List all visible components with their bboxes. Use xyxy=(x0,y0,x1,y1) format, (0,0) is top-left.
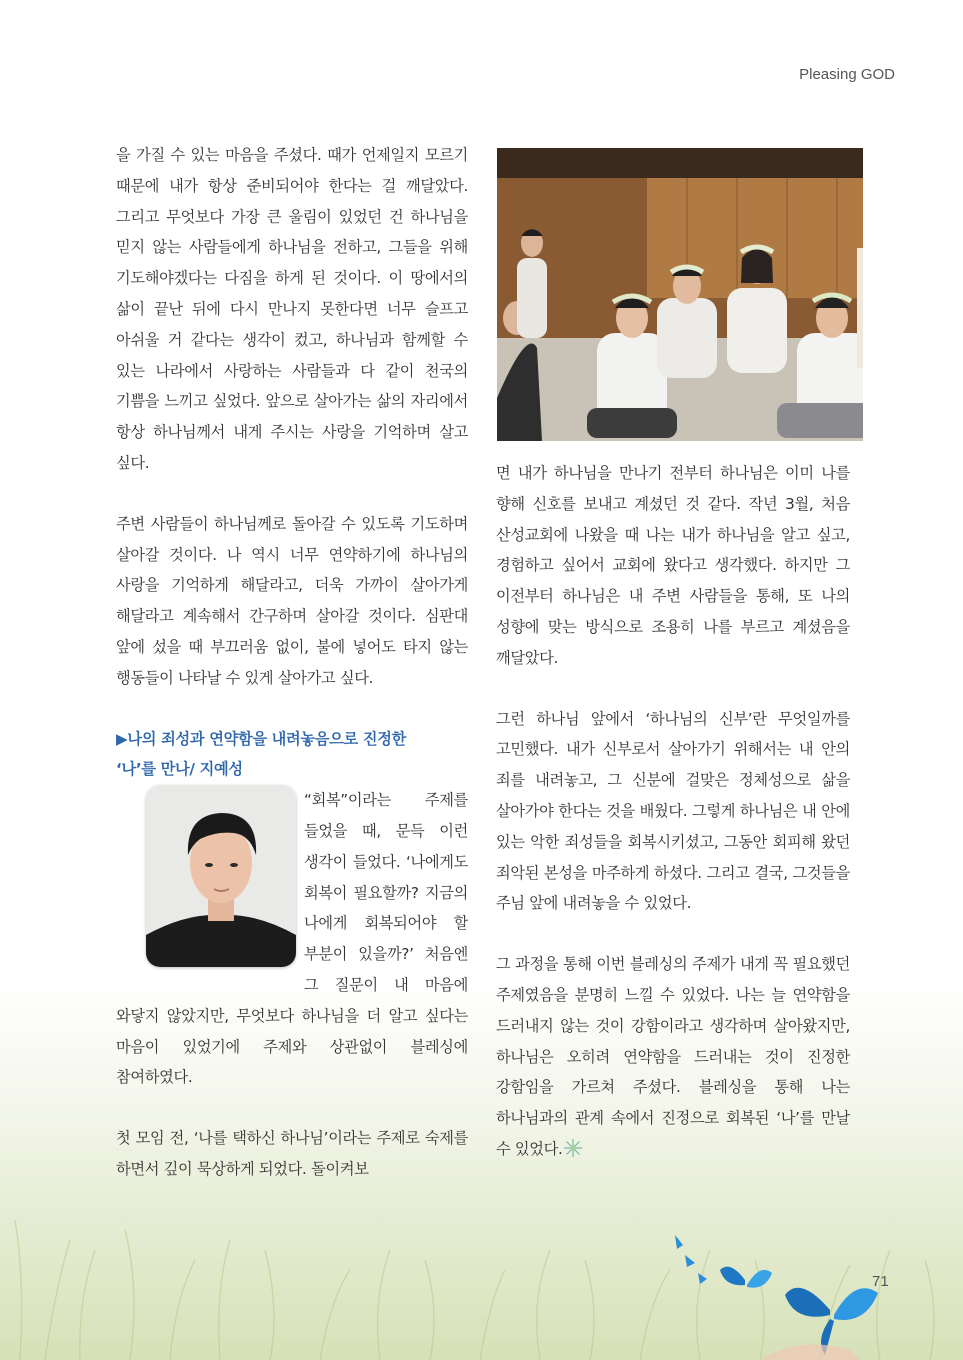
group-photo-flower-crowns xyxy=(497,148,863,441)
right-paragraph-1: 면 내가 하나님을 만나기 전부터 하나님은 이미 나를 향해 신호를 보내고 계셨던 것 같다. 작년 3월, 처음 산성교회에 나왔을 때 나는 내가 하나님을 알고 싶고, 경험하고 싶어서 교회에 왔다고 생각했다. 하지만 그 이전부터 하나님은 내 주변 사람들을 통해, 또 나의 성향에 맞는 방식으로 조용히 나를 부르고 계셨음을 깨달았다. xyxy=(496,464,850,667)
running-header: Pleasing GOD xyxy=(799,66,895,83)
author-portrait-photo xyxy=(146,785,296,967)
butterflies-decoration xyxy=(650,1215,900,1360)
left-paragraph-1: 을 가질 수 있는 마음을 주셨다. 때가 언제일지 모르기 때문에 내가 항상 준비되어야 한다는 걸 깨달았다. 그리고 무엇보다 가장 큰 울림이 있었던 건 하나님을 믿지 않는 사람들에게 하나님을 전하고, 그들을 위해 기도해야겠다는 다짐을 하게 된 것이다. 이 땅에서의 삶이 끝난 뒤에 다시 만나지 못한다면 너무 슬프고 아쉬울 거 같다는 생각이 컸고, 하나님과 함께할 수 있는 나라에서 사랑하는 사람들과 다 같이 천국의 기쁨을 느끼고 싶었다. 앞으로 살아가는 삶의 자리에서 항상 하나님께서 내게 주시는 사랑을 기억하며 살고 싶다. xyxy=(116,146,468,472)
left-paragraph-3: “회복”이라는 주제를 들었을 때, 문득 이런 생각이 들었다. ‘나에게도 회복이 필요할까? 지금의 나에게 회복되어야 할 부분이 있을까?’ 처음엔 그 질문이 내 마음에 와닿지 않았지만, 무엇보다 하나님을 더 알고 싶다는 마음이 있었기에 주제와 상관없이 블레싱에 참여하였다. xyxy=(116,791,468,1087)
right-paragraph-3-wrapper xyxy=(496,949,850,1165)
section-subheading-line-2: ‘나’를 만나/ 지예성 xyxy=(116,760,243,779)
page-number: 71 xyxy=(872,1273,889,1290)
right-paragraph-2: 그런 하나님 앞에서 ‘하나님의 신부’란 무엇일까를 고민했다. 내가 신부로서 살아가기 위해서는 내 안의 죄를 내려놓고, 그 신분에 걸맞은 정체성으로 삶을 살아가야 한다는 것을 배웠다. 그렇게 하나님은 내 안에 있는 악한 죄성들을 회복시키셨고, 그동안 회피해 왔던 죄악된 본성을 마주하게 하셨다. 그리고 결국, 그것들을 주님 앞에 내려놓을 수 있었다. xyxy=(496,709,850,913)
section-subheading-line-1: ▶나의 죄성과 연약함을 내려놓음으로 진정한 xyxy=(116,729,407,748)
left-paragraph-2: 주변 사람들이 하나님께로 돌아갈 수 있도록 기도하며 살아갈 것이다. 나 역시 너무 연약하기에 하나님의 사랑을 기억하게 해달라고, 더욱 가까이 살아가게 해달라고 계속해서 간구하며 살아갈 것이다. 심판대 앞에 섰을 때 부끄러움 없이, 불에 넣어도 타지 않는 행동들이 나타날 수 있게 살아가고 싶다. xyxy=(116,514,468,687)
right-paragraph-3: 그 과정을 통해 이번 블레싱의 주제가 내게 꼭 필요했던 주제였음을 분명히 느낄 수 있었다. 나는 늘 연약함을 드러내지 않는 것이 강함이라고 생각하며 살아왔지만, 하나님은 오히려 연약함을 드러내는 것이 진정한 강함임을 가르쳐 주셨다. 블레싱을 통해 나는 하나님과의 관계 속에서 진정으로 회복된 ‘나’를 만날 수 있었다. xyxy=(496,955,850,1158)
left-column xyxy=(116,140,468,1185)
left-paragraph-4: 첫 모임 전, ‘나를 택하신 하나님’이라는 주제로 숙제를 하면서 깊이 묵상하게 되었다. 돌이켜보 xyxy=(116,1129,468,1178)
sparkle-end-mark-icon xyxy=(563,1138,583,1158)
right-column xyxy=(496,458,850,1165)
